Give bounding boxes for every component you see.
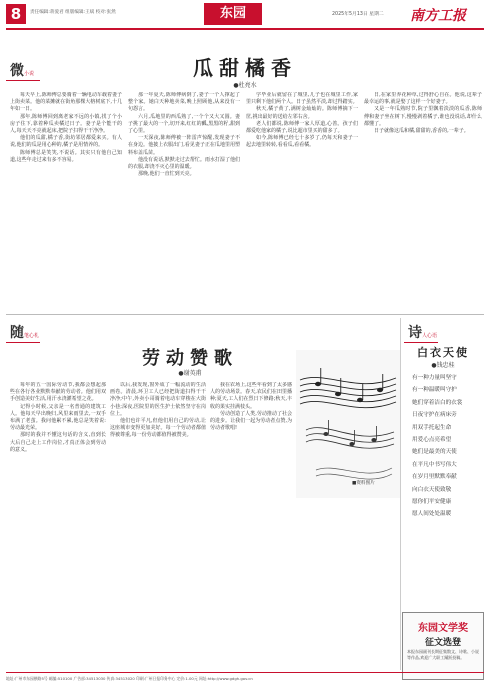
article1-column-3 <box>246 92 358 310</box>
poem-line: 她们穿着洁白的衣裳 <box>412 399 463 406</box>
paragraph: 每天早上,陈师傅总要骑着一辆电动车载着妻子上街卖菜。他的菜摊就在街角那棵大榕树底下,十几年如一日。 <box>10 92 122 113</box>
call-text: 本报东园副刊长期征集散文、诗歌、小说等作品,欢迎广大职工踊跃投稿。 <box>407 649 479 660</box>
badge-underline <box>6 342 40 343</box>
call-for-submissions-box <box>402 612 484 680</box>
paragraph: 一天深夜,陈师傅被一阵雷声惊醒,发现妻子不在身边。他披上衣服出门,看见妻子正在瓜地里用塑料布盖瓜苗。 <box>128 135 240 156</box>
paragraph: 那晚,他们一直忙到天亮。 <box>138 171 195 178</box>
call-subtitle: 征文选登 <box>424 638 461 648</box>
paragraph: 以后,我发现,窗外成了一幅流动的生活画卷。清晨,环卫工人已经把街道扫得干干净净;中午,外卖小哥骑着电动车穿梭在大街小巷;深夜,医院里的医生护士依然坚守在岗位上。 <box>110 382 206 417</box>
poem-line: 愿你们平安健康 <box>412 499 452 506</box>
badge-essay <box>6 320 40 346</box>
paragraph: 那年,陈师傅回到离老家不远的小镇,找了个小房子住下,靠着种瓜卖橘过日子。妻子是个能干的人,每天天不亮就起床,把院子扫得干干净净。 <box>10 113 122 135</box>
article-byline: ●杜亮水 <box>233 82 257 89</box>
paragraph: 那时的我并不懂这句话的含义,直到长大后自己走上工作岗位,才真正体会到劳动的意义。 <box>10 432 106 453</box>
paragraph: 每年的五一国际劳动节,我都会想起那些在各行各业默默奉献的劳动者。他们用双手创造美好生活,用汗水浇灌希望之花。 <box>10 382 106 403</box>
badge-underline <box>404 342 438 343</box>
article1-column-2 <box>128 92 240 310</box>
poem-line: 日夜守护在病床旁 <box>412 412 457 419</box>
article2-column-1 <box>10 382 106 668</box>
poem-line: 她们是最美的天使 <box>412 449 457 456</box>
badge-micro-fiction <box>6 58 40 84</box>
paragraph: 学毕业后就留在了城里,儿子也在城里工作,家里只剩下他们两个人。日子虽然平淡,却过得踏实。 <box>246 92 358 106</box>
paragraph: 日子就像这瓜和橘,甜甜的,香香的,一辈子。 <box>374 128 469 135</box>
section-title: 东园 <box>204 3 262 25</box>
paragraph: 我在农场上,这些年看到了太多感人的劳动场景。春天,农民们在田里播种;夏天,工人们在烈日下修路;秋天,丰收的果实挂满枝头。 <box>210 382 292 410</box>
paragraph: 又是一年瓜熟时节,院子里飘着淡淡的瓜香,陈师傅和妻子坐在树下,慢慢剥着橘子,谁也没说话,却什么都懂了。 <box>364 106 482 127</box>
badge-char: 诗 <box>408 325 422 341</box>
article2-column-2 <box>110 382 206 668</box>
badge-sub: 人心语 <box>422 333 438 339</box>
header-divider <box>6 28 484 30</box>
paragraph: 陈师傅总是笑笑,不说话。其实只有他自己知道,这些年走过来有多不容易。 <box>10 149 122 163</box>
editor-credits: 责任编辑:蒋爱君 组版编辑:王斌 校对:张然 <box>30 10 116 15</box>
article-title: 瓜甜橘香 <box>193 56 297 80</box>
badge-sub: 笔心札 <box>24 333 40 339</box>
illustration-caption: ■资料图片 <box>352 481 375 486</box>
badge-poetry <box>404 320 438 346</box>
paragraph: 日,在家里养花种草,过得舒心自在。他说,这辈子最幸运的事,就是娶了这样一个好妻子。 <box>364 92 482 106</box>
page-number: 8 <box>6 4 26 24</box>
issue-date: 2025年5月13日 星期二 <box>332 12 384 17</box>
poem-line: 有一种力量叫坚守 <box>412 375 457 381</box>
article1-column-4 <box>364 92 482 310</box>
poem-body <box>412 372 484 521</box>
badge-underline <box>6 80 40 81</box>
paragraph: 老人们都说,陈师傅一家人厚道,心善。孩子们都爱吃他家的橘子,说比超市里买的甜多了。 <box>246 120 358 135</box>
article1-column-1 <box>10 92 122 310</box>
music-notes-illustration <box>296 350 400 498</box>
badge-sub: 小说 <box>24 71 35 77</box>
poem-byline: ●钱忠桂 <box>431 362 455 369</box>
poem-title: 白衣天使 <box>417 346 469 359</box>
paragraph: 他们也许平凡,但他们用自己的劳动,让这座城市变得更加美好。每一个劳动者都值得被尊重,每一份劳动都值得被赞美。 <box>110 418 206 439</box>
badge-char: 随 <box>10 325 24 341</box>
call-title: 东园文学奖 <box>418 623 468 634</box>
paragraph: 劳动创造了人类,劳动推动了社会的进步。让我们一起为劳动者点赞,为劳动者歌唱! <box>210 410 292 432</box>
newspaper-masthead: 南方工报 <box>410 8 466 24</box>
paragraph: 记得小时候,父亲是一名普通的建筑工人。他每天早出晚归,风里来雨里去,一双手布满了老茧。我问他累不累,他总是笑着说:劳动最光荣。 <box>10 403 106 432</box>
page-footer: 地址:广州市东园横路5号 邮编:510100 广告部:34513030 传真:34513020 印刷:广州日报印务中心 定价:1.00元 网址:http://www.gdgh.gov.cn <box>6 676 253 681</box>
poem-line: 用双手托起生命 <box>412 424 452 431</box>
poem-line: 向白衣天使致敬 <box>412 486 452 493</box>
article-byline: ●谢英甫 <box>178 370 202 377</box>
paragraph: 那一年夏天,陈师傅病倒了,妻子一个人撑起了整个家。她白天种地卖菜,晚上照顾他,从来没有一句怨言。 <box>128 92 240 113</box>
column-divider <box>400 318 401 670</box>
footer-divider <box>6 672 484 673</box>
article-title: 劳动赞歌 <box>142 348 238 369</box>
paragraph: 六月,瓜地里的西瓜熟了,一个个又大又圆。妻子挑了最大的一个,切开来,红红的瓤,黑黑的籽,甜到了心里。 <box>128 113 240 135</box>
section-divider <box>6 314 484 315</box>
poem-line: 在岁月里默默奉献 <box>412 474 457 481</box>
poem-line: 有一种温暖叫守护 <box>412 387 457 394</box>
paragraph: 秋天,橘子黄了,满树金灿灿的。陈师傅摘下一筐,挑出最好的送给左邻右舍。 <box>246 106 358 120</box>
poem-line: 用爱心点亮希望 <box>412 437 452 444</box>
paragraph: 他们的瓜甜,橘子香,街坊邻居都爱来买。有人说,他们的瓜是用心种的,橘子是用情养的。 <box>10 135 122 149</box>
poem-line: 愿人间处处温暖 <box>412 511 452 518</box>
article2-column-3 <box>210 382 292 668</box>
badge-char: 微 <box>10 63 24 79</box>
poem-line: 在平凡中书写伟大 <box>412 461 457 468</box>
paragraph: 如今,陈师傅已经七十多岁了,仍每天和妻子一起去地里转转,看看瓜,看看橘。 <box>246 135 358 149</box>
paragraph: 他没有说话,默默走过去帮忙。雨水打湿了他们的衣服,却浇不灭心里的温暖。 <box>128 156 240 171</box>
